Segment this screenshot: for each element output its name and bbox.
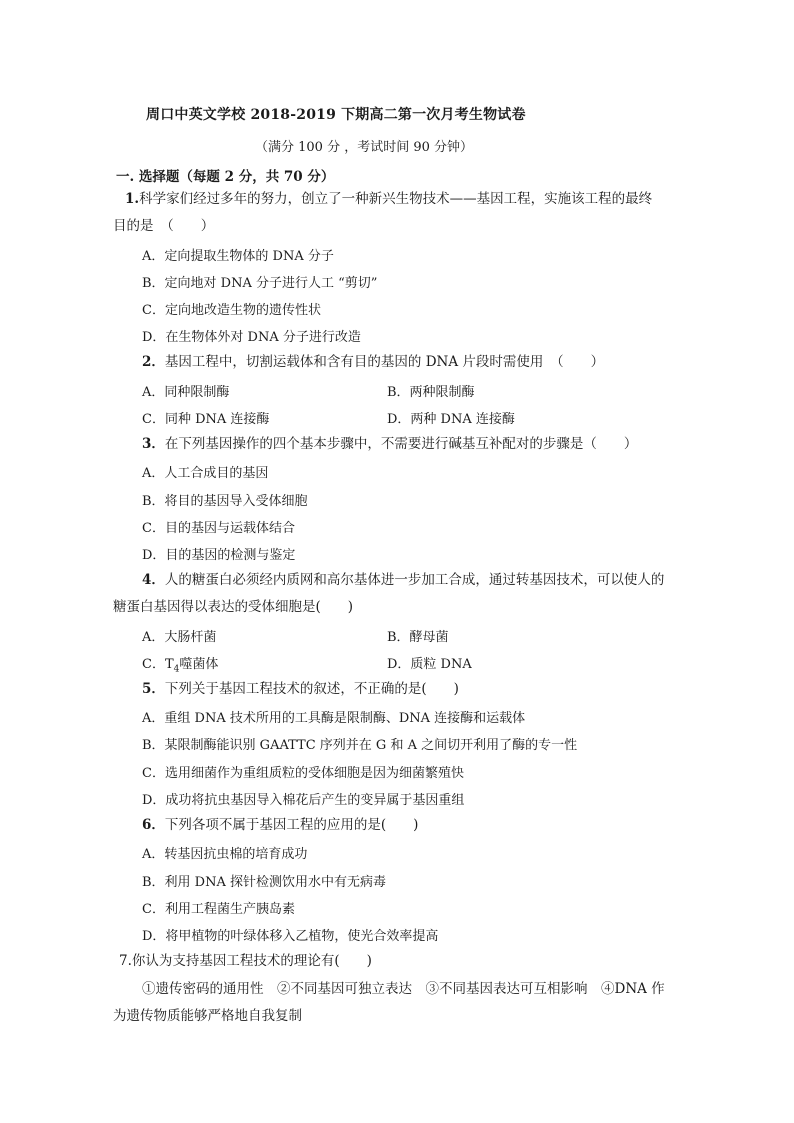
question-text: 人的糖蛋白必须经内质网和高尔基体进一步加工合成，通过转基因技术，可以使人的: [164, 572, 665, 588]
question-5-option-d: D．成功将抗虫基因导入棉花后产生的变异属于基因重组: [142, 793, 465, 808]
question-1-stem-cont: 目的是 （ ）: [113, 218, 215, 234]
question-5-stem: [142, 680, 459, 698]
question-7-statements-cont: 为遗传物质能够严格地自我复制: [113, 1008, 302, 1024]
question-2-option-c: C．同种 DNA 连接酶: [142, 412, 270, 427]
question-text: 下列关于基因工程技术的叙述，不正确的是( ): [164, 681, 459, 697]
exam-title: 周口中英文学校 2018-2019 下期高二第一次月考生物试卷: [146, 107, 526, 123]
question-text: 你认为支持基因工程技术的理论有( ): [131, 953, 372, 969]
question-number: 2．: [142, 354, 165, 370]
question-number: 1.: [125, 191, 140, 207]
question-4-option-a: A．大肠杆菌: [142, 630, 217, 645]
question-6-stem: [142, 816, 418, 834]
question-text: 基因工程中，切割运载体和含有目的基因的 DNA 片段时需使用 （ ）: [164, 354, 605, 370]
question-6-option-b: B．利用 DNA 探针检测饮用水中有无病毒: [142, 875, 387, 890]
question-2-option-d: D．两种 DNA 连接酶: [387, 412, 515, 427]
question-3-option-a: A．人工合成目的基因: [142, 466, 269, 481]
question-7-statements: ①遗传密码的通用性 ②不同基因可独立表达 ③不同基因表达可互相影响 ④DNA 作: [142, 981, 665, 997]
question-number: 4．: [142, 572, 165, 588]
question-2-option-a: A．同种限制酶: [142, 385, 230, 400]
option-text-rest: 噬菌体: [179, 657, 219, 672]
question-3-option-d: D．目的基因的检测与鉴定: [142, 548, 296, 563]
question-1-stem: [125, 190, 652, 208]
question-3-option-b: B．将目的基因导入受体细胞: [142, 494, 308, 509]
question-text: 在下列基因操作的四个基本步骤中，不需要进行碱基互补配对的步骤是（ ）: [164, 436, 638, 452]
question-text: 科学家们经过多年的努力，创立了一种新兴生物技术——基因工程，实施该工程的最终: [139, 191, 653, 207]
question-5-option-b: B．某限制酶能识别 GAATTC 序列并在 G 和 A 之间切开利用了酶的专一性: [142, 738, 578, 753]
question-3-stem: [142, 435, 637, 453]
option-text: C．T: [142, 657, 174, 672]
subscript: 4: [173, 664, 180, 675]
question-number: 7.: [119, 953, 132, 969]
question-number: 3．: [142, 436, 165, 452]
question-4-option-c: [142, 653, 218, 675]
question-6-option-d: D．将甲植物的叶绿体移入乙植物，使光合效率提高: [142, 929, 439, 944]
question-number: 5．: [142, 681, 165, 697]
question-1-option-d: D．在生物体外对 DNA 分子进行改造: [142, 330, 361, 345]
question-4-stem: [142, 571, 664, 589]
question-4-option-b: B．酵母菌: [387, 630, 449, 645]
question-text: 下列各项不属于基因工程的应用的是( ): [164, 817, 419, 833]
question-3-option-c: C．目的基因与运载体结合: [142, 521, 295, 536]
question-1-option-c: C．定向地改造生物的遗传性状: [142, 303, 321, 318]
question-5-option-c: C．选用细菌作为重组质粒的受体细胞是因为细菌繁殖快: [142, 766, 464, 781]
question-7-stem: [119, 952, 372, 970]
question-4-option-d: D．质粒 DNA: [387, 657, 472, 672]
question-6-option-c: C．利用工程菌生产胰岛素: [142, 902, 295, 917]
question-number: 6．: [142, 817, 165, 833]
question-6-option-a: A．转基因抗虫棉的培育成功: [142, 847, 308, 862]
question-1-option-b: B．定向地对 DNA 分子进行人工 “剪切”: [142, 276, 378, 291]
question-2-stem: [142, 353, 604, 371]
question-4-stem-cont: 糖蛋白基因得以表达的受体细胞是( ): [113, 599, 354, 615]
exam-subtitle: （满分 100 分 ，考试时间 90 分钟）: [255, 140, 474, 155]
section-heading: 一. 选择题（每题 2 分，共 70 分）: [116, 169, 335, 185]
question-2-option-b: B．两种限制酶: [387, 385, 475, 400]
question-5-option-a: A．重组 DNA 技术所用的工具酶是限制酶、DNA 连接酶和运载体: [142, 711, 526, 726]
question-1-option-a: A．定向提取生物体的 DNA 分子: [142, 249, 334, 264]
